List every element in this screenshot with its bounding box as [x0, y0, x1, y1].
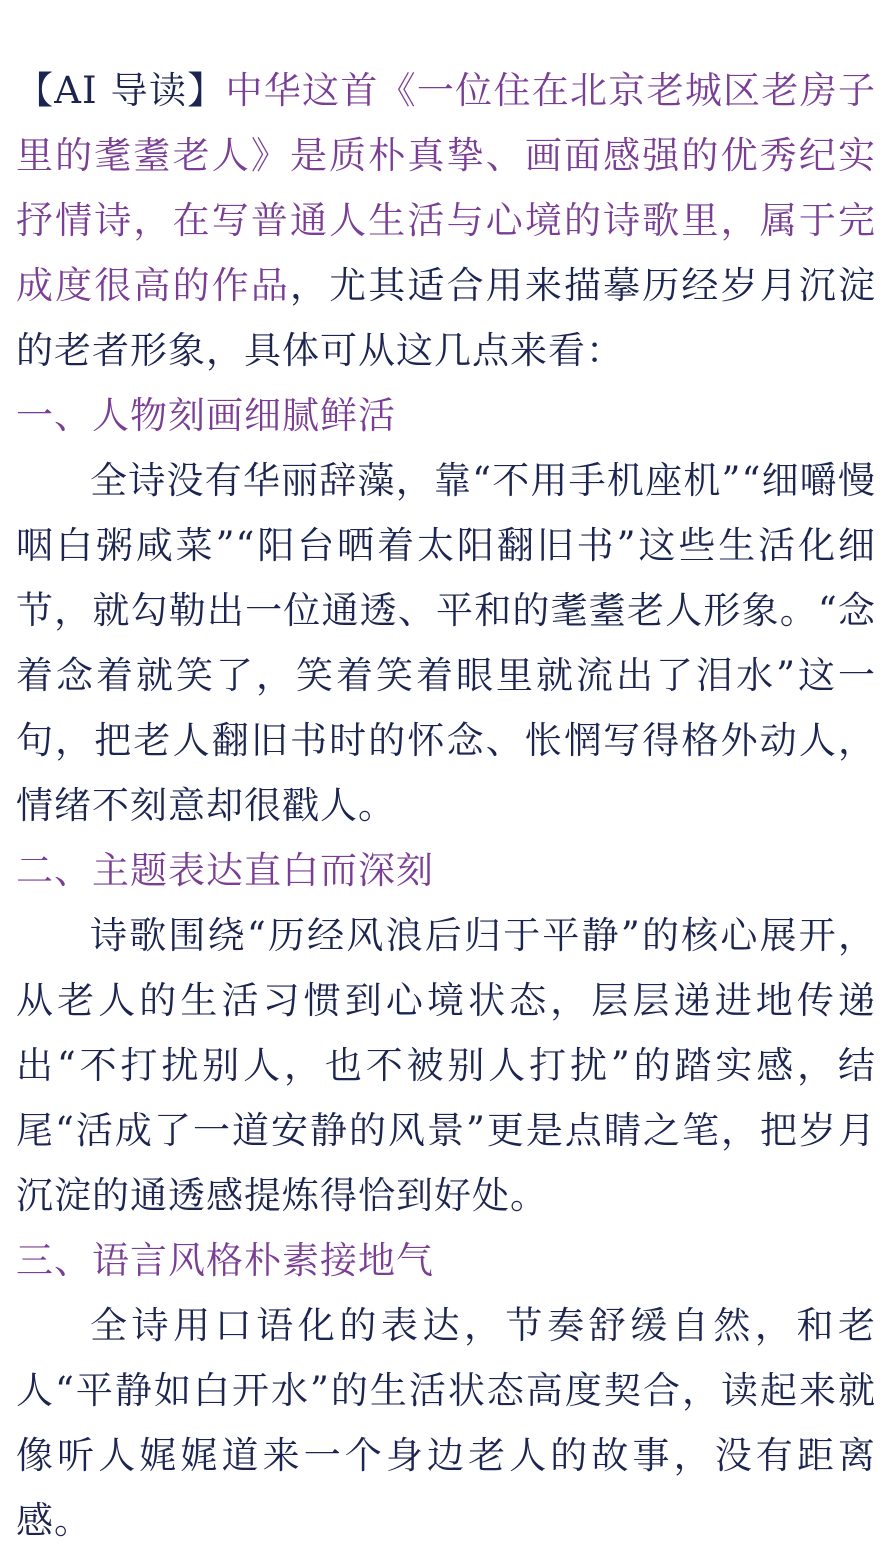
section-body-1: 全诗没有华丽辞藻，靠“不用手机座机”“细嚼慢咽白粥咸菜”“阳台晒着太阳翻旧书”这些生活化细节，就勾勒出一位通透、平和的耄耋老人形象。“念着念着就笑了，笑着笑着眼里就流出了泪水”这一句，把老人翻旧书时的怀念、怅惘写得格外动人，情绪不刻意却很戳人。: [16, 459, 876, 827]
article: [16, 58, 876, 1553]
section-heading-2: 二、主题表达直白而深刻: [16, 849, 434, 892]
intro-tag: 【AI 导读】: [16, 69, 226, 112]
intro-highlight: 中华这首《一位住在北京老城区老房子里的耄耋老人》是质朴真挚、画面感强的优秀纪实抒情诗，在写普通人生活与心境的诗歌里，属于完成度很高的作品: [16, 69, 876, 307]
section-heading-3: 三、语言风格朴素接地气: [16, 1239, 434, 1282]
intro-paragraph: [16, 58, 876, 383]
section-body-2: 诗歌围绕“历经风浪后归于平静”的核心展开，从老人的生活习惯到心境状态，层层递进地传递出“不打扰别人，也不被别人打扰”的踏实感，结尾“活成了一道安静的风景”更是点睛之笔，把岁月沉淀的通透感提炼得恰到好处。: [16, 914, 876, 1217]
intro-rest: ，尤其适合用来描摹历经岁月沉淀的老者形象，具体可从这几点来看：: [16, 264, 876, 372]
section-body-3: 全诗用口语化的表达，节奏舒缓自然，和老人“平静如白开水”的生活状态高度契合，读起来就像听人娓娓道来一个身边老人的故事，没有距离感。: [16, 1304, 876, 1542]
section-heading-1: 一、人物刻画细腻鲜活: [16, 394, 396, 437]
